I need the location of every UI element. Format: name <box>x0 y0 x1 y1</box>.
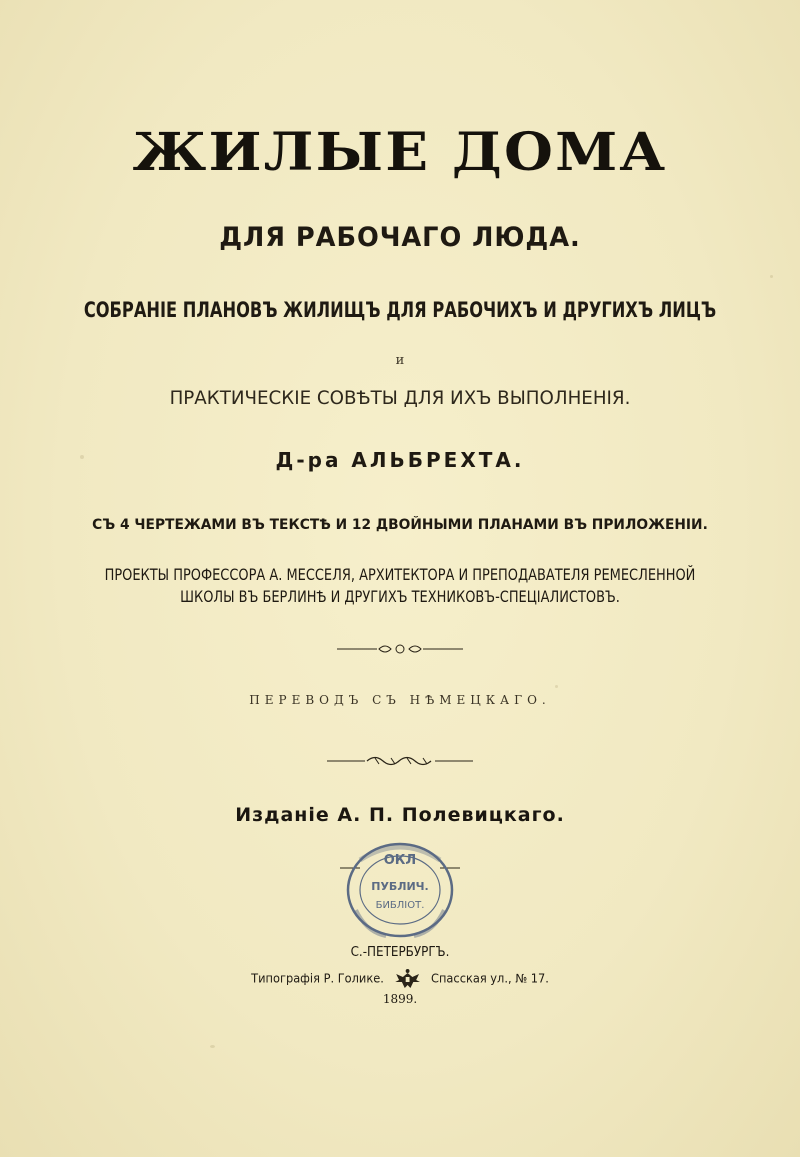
book-title: ЖИЛЫЕ ДОМА <box>132 122 668 183</box>
drawings-line: СЪ 4 ЧЕРТЕЖАМИ ВЪ ТЕКСТѢ И 12 ДВОЙНЫМИ ПЛАНАМИ ВЪ ПРИЛОЖЕНІИ. <box>92 517 708 533</box>
city-line: С.-ПЕТЕРБУРГЪ. <box>350 945 450 960</box>
double-headed-eagle-icon <box>393 968 422 990</box>
library-stamp <box>340 840 460 940</box>
conjunction-line: и <box>395 353 405 368</box>
projects-line-1: ПРОЕКТЫ ПРОФЕССОРА А. МЕССЕЛЯ, АРХИТЕКТОРА И ПРЕПОДАВАТЕЛЯ РЕМЕСЛЕННОЙ <box>104 565 696 584</box>
paper-spot <box>210 1045 215 1048</box>
author-line: Д-ра АЛЬБРЕХТА. <box>275 448 525 472</box>
paper-spot <box>770 275 773 278</box>
book-subtitle: ДЛЯ РАБОЧАГО ЛЮДА. <box>219 222 581 253</box>
ornament-divider-2 <box>0 752 800 770</box>
publisher-line: Изданіе А. П. Полевицкаго. <box>235 804 565 826</box>
stamp-text-mid: ПУБЛИЧ. <box>371 880 429 893</box>
projects-line-2: ШКОЛЫ ВЪ БЕРЛИНѢ И ДРУГИХЪ ТЕХНИКОВЪ-СПЕЦІАЛИСТОВЪ. <box>180 587 620 606</box>
ornament-divider-icon <box>335 640 465 658</box>
translation-line: ПЕРЕВОДЪ СЪ НѢМЕЦКАГО. <box>249 693 551 707</box>
stamp-text-low: БИБЛIОТ. <box>375 900 425 911</box>
printer-address: Спасская ул., № 17. <box>431 971 549 986</box>
printer-name: Типографія Р. Голике. <box>251 971 384 986</box>
year-line: 1899. <box>382 992 418 1006</box>
library-stamp-icon <box>340 840 460 940</box>
paper-spot <box>555 685 558 688</box>
collection-line: СОБРАНІЕ ПЛАНОВЪ ЖИЛИЩЪ ДЛЯ РАБОЧИХЪ И ДРУГИХЪ ЛИЦЪ <box>83 298 717 322</box>
ornament-divider <box>0 640 800 658</box>
printer-line <box>20 968 780 990</box>
ornament-divider-2-icon <box>325 752 475 770</box>
advice-line: ПРАКТИЧЕСКІЕ СОВѢТЫ ДЛЯ ИХЪ ВЫПОЛНЕНІЯ. <box>169 387 631 409</box>
stamp-text-top: ОКЛ <box>383 853 417 868</box>
